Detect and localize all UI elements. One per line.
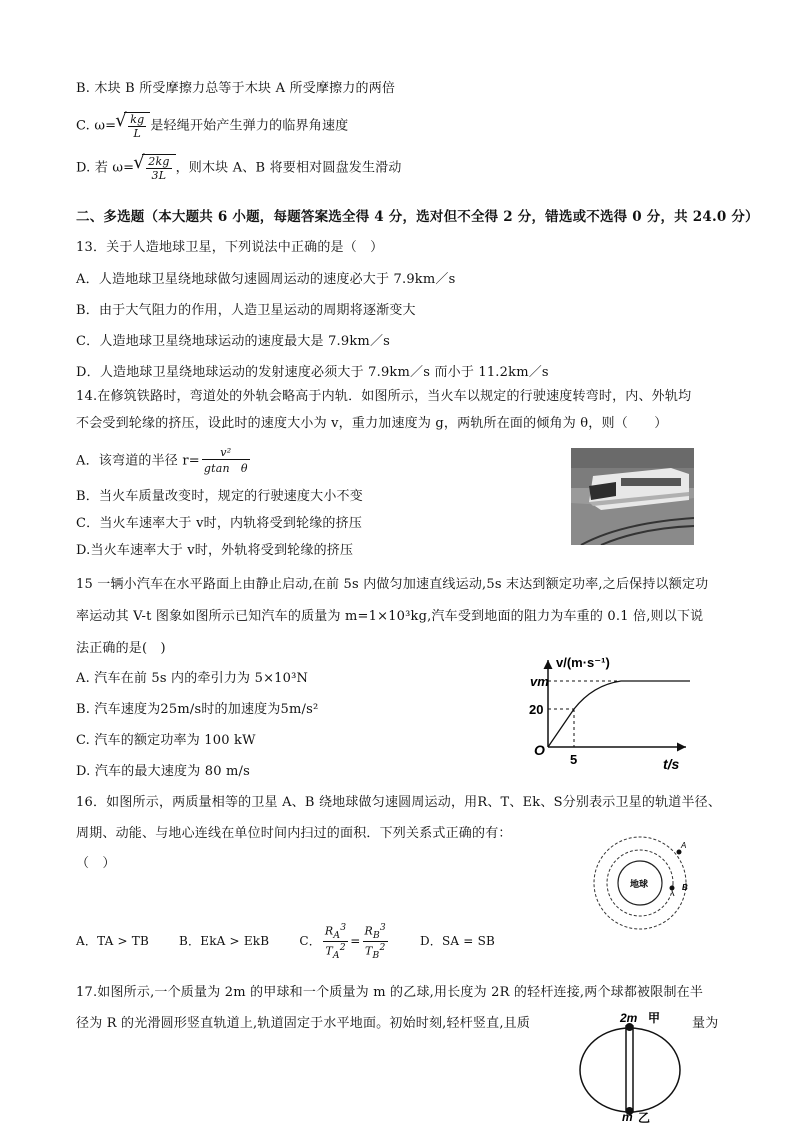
q14-stem-line2: 不会受到轮缘的挤压，设此时的速度大小为 v，重力加速度为 g，两轨所在面的倾角为 θ，则（ ） (76, 416, 668, 431)
vt-xlabel: t/s (663, 756, 680, 772)
q14-stem-line1: 14.在修筑铁路时，弯道处的外轨会略高于内轨．如图所示，当火车以规定的行驶速度转弯时，内、外轨均 (76, 389, 692, 404)
earth-label: 地球 (630, 879, 649, 889)
vt-y-tick: 20 (529, 702, 544, 717)
q15-option-a: A. 汽车在前 5s 内的牵引力为 5×10³N (76, 671, 309, 686)
q15-option-b: B. 汽车速度为25m/s时的加速度为5m/s² (76, 702, 319, 717)
q14-option-a: A．该弯道的半径 r= $\frac{\text{v²}}{\text{gtan θ}}$ (76, 446, 248, 475)
vt-graph (528, 652, 693, 774)
q13-stem: 13．关于人造地球卫星，下列说法中正确的是（ ） (76, 240, 384, 255)
track-bottom-mass: m (622, 1110, 633, 1123)
q14-option-c: C．当火车速率大于 v时，内轨将受到轮缘的挤压 (76, 516, 363, 531)
orbit-figure (580, 830, 705, 935)
q15-stem-line1: 15 一辆小汽车在水平路面上由静止启动,在前 5s 内做匀加速直线运动,5s 末达到额定功率,之后保持以额定功 (76, 577, 709, 592)
q12-option-b: B. 木块 B 所受摩擦力总等于木块 A 所受摩擦力的两倍 (76, 81, 396, 96)
q16-option-d: D．SA = SB (419, 933, 496, 948)
q17-stem-line3: 量为 (692, 1016, 719, 1031)
q15-stem-line2: 率运动其 V-t 图象如图所示已知汽车的质量为 m=1×10³kg,汽车受到地面的阻力为车重的 0.1 倍,则以下说 (76, 609, 704, 624)
q16-stem-line1: 16．如图所示，两质量相等的卫星 A、B 绕地球做匀速圆周运动，用R、T、Ek、S分别表示卫星的轨道半径、 (76, 795, 722, 810)
q13-option-d: D．人造地球卫星绕地球运动的发射速度必须大于 7.9km／s 而小于 11.2km／s (76, 365, 549, 380)
q15-option-d: D. 汽车的最大速度为 80 m/s (76, 764, 251, 779)
q14-option-d: D.当火车速率大于 v时，外轨将受到轮缘的挤压 (76, 543, 354, 558)
orbit-label-a: A (681, 841, 687, 850)
q16-stem-line2: 周期、动能、与地心连线在单位时间内扫过的面积．下列关系式正确的有： (76, 826, 512, 841)
q15-stem-line3: 法正确的是( ) (76, 641, 166, 656)
q16-option-a: A．TA > TB (76, 933, 149, 948)
train-photo (571, 448, 694, 545)
vt-vm-label: vm (530, 674, 549, 689)
orbit-label-b: B (682, 883, 688, 892)
sqrt-expression: √ $\frac{2kg}{3L}$ (142, 154, 175, 182)
q13-option-b: B．由于大气阻力的作用，人造卫星运动的周期将逐渐变大 (76, 303, 416, 318)
track-bottom-name: 乙 (638, 1111, 651, 1123)
vt-x-tick: 5 (570, 752, 578, 767)
q14-option-b: B．当火车质量改变时，规定的行驶速度大小不变 (76, 489, 363, 504)
q16-stem-line3: （ ） (76, 856, 116, 871)
q16-option-b: B．EkA > EkB (179, 933, 270, 948)
q13-option-c: C．人造地球卫星绕地球运动的速度最大是 7.9km／s (76, 334, 391, 349)
track-top-mass: 2m (620, 1011, 638, 1025)
track-top-name: 甲 (648, 1011, 661, 1025)
q13-option-a: A．人造地球卫星绕地球做匀速圆周运动的速度必大于 7.9km／s (76, 272, 456, 287)
q12-option-d: D. 若 ω= √ $\frac{2kg}{3L}$ ，则木块 A、B 将要相对圆盘发生滑动 (76, 154, 402, 182)
vt-ylabel: v/(m·s⁻¹) (556, 655, 610, 670)
track-figure (578, 1008, 688, 1123)
section-heading: 二、多选题（本大题共 6 小题，每题答案选全得 4 分，选对但不全得 2 分，错选或不选得 0 分，共 24.0 分） (76, 209, 759, 225)
q16-option-c: C． $\frac{R_A^3}{T_A^2}$ = $\frac{R_B^3}{T_B^2}$ (299, 922, 386, 961)
q16-options (76, 922, 495, 961)
q17-stem-line1: 17.如图所示,一个质量为 2m 的甲球和一个质量为 m 的乙球,用长度为 2R 的轻杆连接,两个球都被限制在半 (76, 985, 704, 1000)
q12-option-c: C. ω= √ $\frac{kg}{L}$ 是轻绳开始产生弹力的临界角速度 (76, 112, 348, 140)
q15-option-c: C. 汽车的额定功率为 100 kW (76, 733, 256, 748)
q17-stem-line2: 径为 R 的光滑圆形竖直轨道上,轨道固定于水平地面。初始时刻,轻杆竖直,且质 (76, 1016, 531, 1031)
vt-origin: O (534, 742, 545, 758)
sqrt-expression: √ $\frac{kg}{L}$ (124, 112, 150, 140)
